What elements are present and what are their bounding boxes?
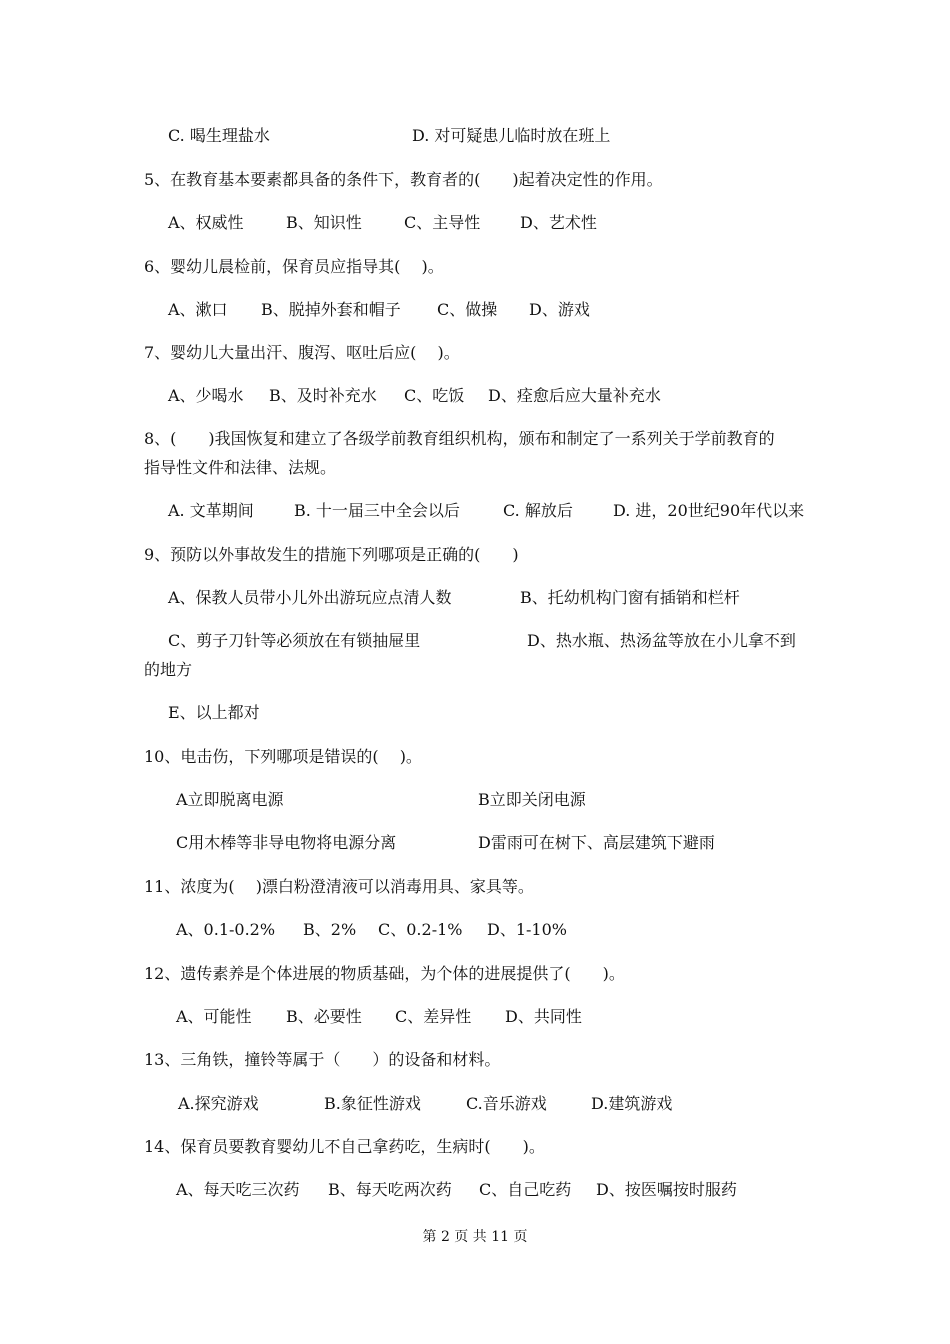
q8-option-d: D. 进，20世纪90年代以来 (613, 501, 805, 520)
q8-stem-line2: 指导性文件和法律、法规。 (144, 458, 337, 477)
q13-option-b: B.象征性游戏 (324, 1094, 421, 1113)
q9-option-b: B、托幼机构门窗有插销和栏杆 (520, 588, 740, 607)
q4-option-c: C. 喝生理盐水 (168, 126, 270, 145)
q13-option-d: D.建筑游戏 (591, 1094, 673, 1113)
q14-option-c: C、自己吃药 (479, 1180, 572, 1199)
q6-option-b: B、脱掉外套和帽子 (261, 300, 401, 319)
q12-option-c: C、差异性 (395, 1007, 472, 1026)
q13-stem: 13、三角铁，撞铃等属于（ ）的设备和材料。 (144, 1050, 501, 1069)
q5-option-b: B、知识性 (286, 213, 362, 232)
q8-option-b: B. 十一届三中全会以后 (294, 501, 460, 520)
q9-option-c: C、剪子刀针等必须放在有锁抽屉里 (168, 631, 421, 650)
q12-stem: 12、遗传素养是个体进展的物质基础，为个体的进展提供了( )。 (144, 964, 625, 983)
q7-option-c: C、吃饭 (404, 386, 465, 405)
q12-option-b: B、必要性 (286, 1007, 362, 1026)
q12-option-a: A、可能性 (176, 1007, 252, 1026)
q5-stem: 5、在教育基本要素都具备的条件下，教育者的( )起着决定性的作用。 (144, 170, 663, 189)
page-number-footer: 第 2 页 共 11 页 (422, 1229, 528, 1245)
q10-option-d: D雷雨可在树下、高层建筑下避雨 (478, 833, 715, 852)
q14-option-b: B、每天吃两次药 (328, 1180, 452, 1199)
q11-option-c: C、0.2-1% (378, 920, 463, 939)
q6-option-d: D、游戏 (529, 300, 590, 319)
q6-option-c: C、做操 (437, 300, 498, 319)
q7-option-d: D、痊愈后应大量补充水 (488, 386, 661, 405)
q13-option-a: A.探究游戏 (178, 1094, 259, 1113)
q8-option-c: C. 解放后 (503, 501, 573, 520)
q10-option-a: A立即脱离电源 (176, 790, 284, 809)
q14-option-a: A、每天吃三次药 (176, 1180, 300, 1199)
q10-stem: 10、电击伤，下列哪项是错误的( )。 (144, 747, 422, 766)
q8-stem-line1: 8、( )我国恢复和建立了各级学前教育组织机构，颁布和制定了一系列关于学前教育的 (144, 429, 775, 448)
q10-option-c: C用木棒等非导电物将电源分离 (176, 833, 397, 852)
q13-option-c: C.音乐游戏 (466, 1094, 547, 1113)
q9-option-d-line1: D、热水瓶、热汤盆等放在小儿拿不到 (527, 631, 796, 650)
q7-option-b: B、及时补充水 (269, 386, 377, 405)
q7-stem: 7、婴幼儿大量出汗、腹泻、呕吐后应( )。 (144, 343, 460, 362)
q11-stem: 11、浓度为( )漂白粉澄清液可以消毒用具、家具等。 (144, 877, 534, 896)
q8-option-a: A. 文革期间 (168, 501, 254, 520)
q9-option-e: E、以上都对 (168, 703, 260, 722)
q5-option-c: C、主导性 (404, 213, 481, 232)
q9-stem: 9、预防以外事故发生的措施下列哪项是正确的( ) (144, 545, 519, 564)
q11-option-a: A、0.1-0.2% (176, 920, 276, 939)
q9-option-d-line2: 的地方 (144, 660, 193, 679)
q12-option-d: D、共同性 (505, 1007, 582, 1026)
q4-option-d: D. 对可疑患儿临时放在班上 (412, 126, 611, 145)
q10-option-b: B立即关闭电源 (478, 790, 586, 809)
q6-option-a: A、漱口 (168, 300, 228, 319)
q7-option-a: A、少喝水 (168, 386, 244, 405)
q9-option-a: A、保教人员带小儿外出游玩应点清人数 (168, 588, 452, 607)
q11-option-d: D、1-10% (487, 920, 567, 939)
q14-stem: 14、保育员要教育婴幼儿不自己拿药吃，生病时( )。 (144, 1137, 545, 1156)
q6-stem: 6、婴幼儿晨检前，保育员应指导其( )。 (144, 257, 444, 276)
q5-option-d: D、艺术性 (520, 213, 597, 232)
q5-option-a: A、权威性 (168, 213, 244, 232)
q11-option-b: B、2% (303, 920, 357, 939)
q14-option-d: D、按医嘱按时服药 (596, 1180, 737, 1199)
